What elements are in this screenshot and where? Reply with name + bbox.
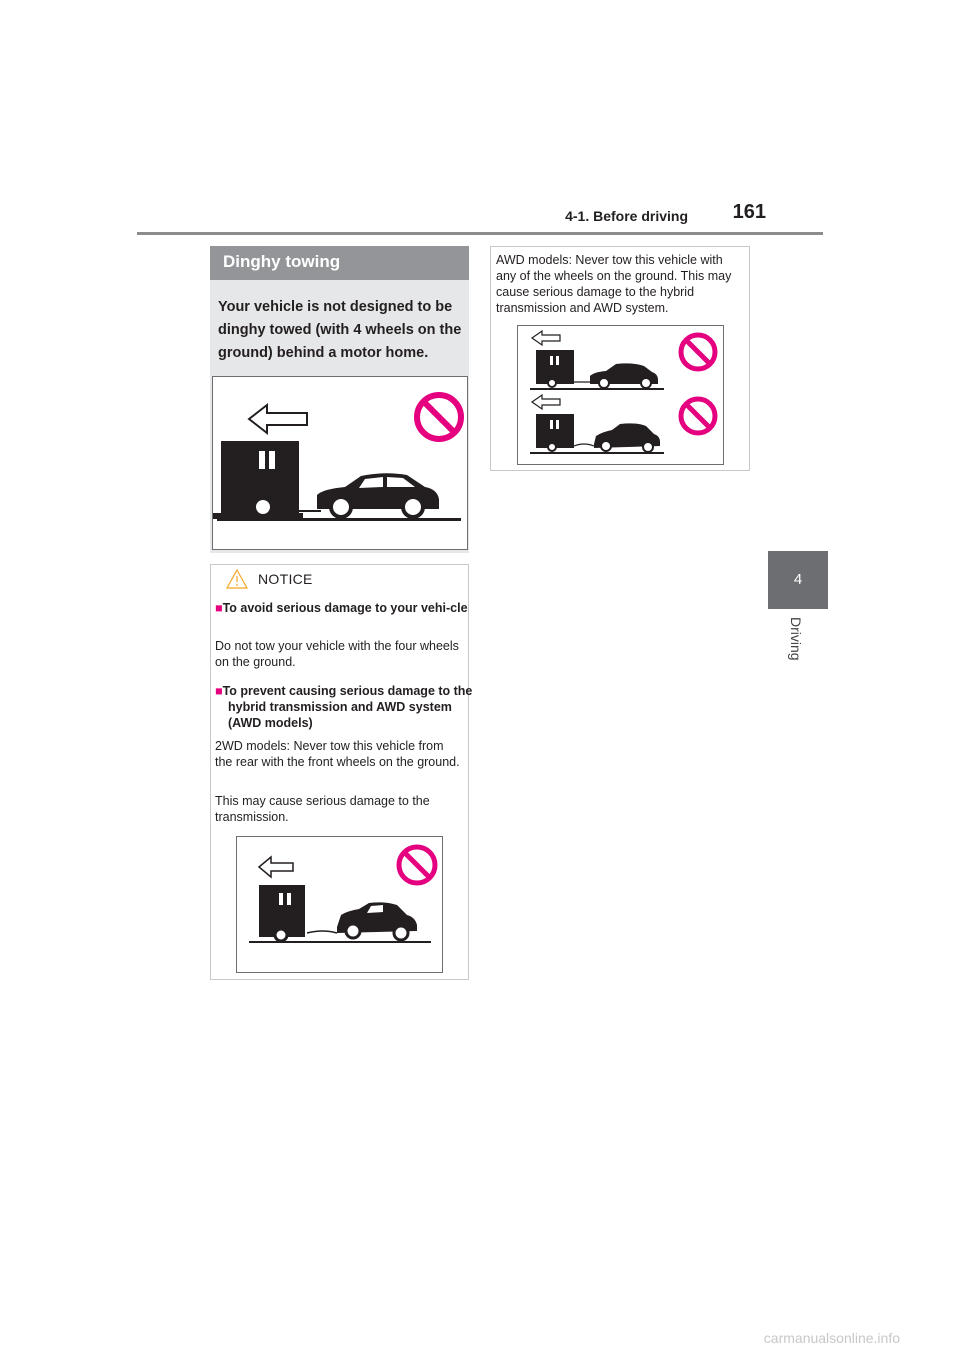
direction-arrow-icon (532, 331, 560, 345)
2wd-figure (236, 836, 443, 973)
notice-paragraph: This may cause serious damage to the transmission. (215, 794, 430, 824)
prohibition-icon (417, 395, 461, 439)
car-icon (574, 363, 658, 388)
notice-heading-1: ■To avoid serious damage to your vehi-cle (215, 601, 468, 615)
awd-towing-illustration (518, 326, 723, 464)
warning-triangle-icon (226, 569, 248, 589)
notice-heading-2: ■To prevent causing serious damage to the hybrid transmission and AWD system (AWD models) (215, 684, 473, 730)
page-number: 161 (732, 201, 766, 223)
direction-arrow-icon (532, 395, 560, 409)
notice-label: NOTICE (258, 571, 313, 587)
bullet-square-icon: ■ (215, 684, 223, 698)
chapter-label (784, 617, 812, 677)
motorhome-icon (536, 350, 574, 384)
dinghy-body: Your vehicle is not designed to be dinghy towed (with 4 wheels on the ground) behind a motor home. (218, 299, 462, 361)
direction-arrow-icon (259, 857, 293, 877)
motorhome-icon (536, 414, 574, 448)
car-icon (307, 902, 417, 940)
notice-paragraph: Do not tow your vehicle with the four wheels on the ground. (215, 639, 459, 669)
dinghy-figure (212, 376, 468, 550)
motorhome-towing-car-illustration (213, 377, 467, 549)
prohibition-icon (399, 847, 435, 883)
awd-figure (517, 325, 724, 465)
watermark: carmanualsonline.info (763, 1330, 900, 1346)
chapter-name: Driving (788, 617, 804, 661)
notice-paragraph: 2WD models: Never tow this vehicle from the rear with the front wheels on the ground. (215, 739, 460, 769)
car-icon (299, 473, 439, 517)
direction-arrow-icon (249, 405, 307, 433)
rear-tow-front-wheels-illustration (237, 837, 442, 972)
awd-text: AWD models: Never tow this vehicle with any of the wheels on the ground. This may cause serious damage to the hybrid transmission and AWD system. (496, 253, 732, 315)
notice-header (226, 569, 346, 591)
bullet-square-icon: ■ (215, 601, 223, 615)
section-title: 4-1. Before driving (565, 208, 688, 224)
chapter-tab[interactable]: 4 (768, 551, 828, 609)
prohibition-icon (681, 399, 715, 433)
dinghy-title: Dinghy towing (210, 246, 469, 280)
prohibition-icon (681, 335, 715, 369)
header-rule (137, 232, 823, 235)
car-icon (574, 423, 660, 452)
